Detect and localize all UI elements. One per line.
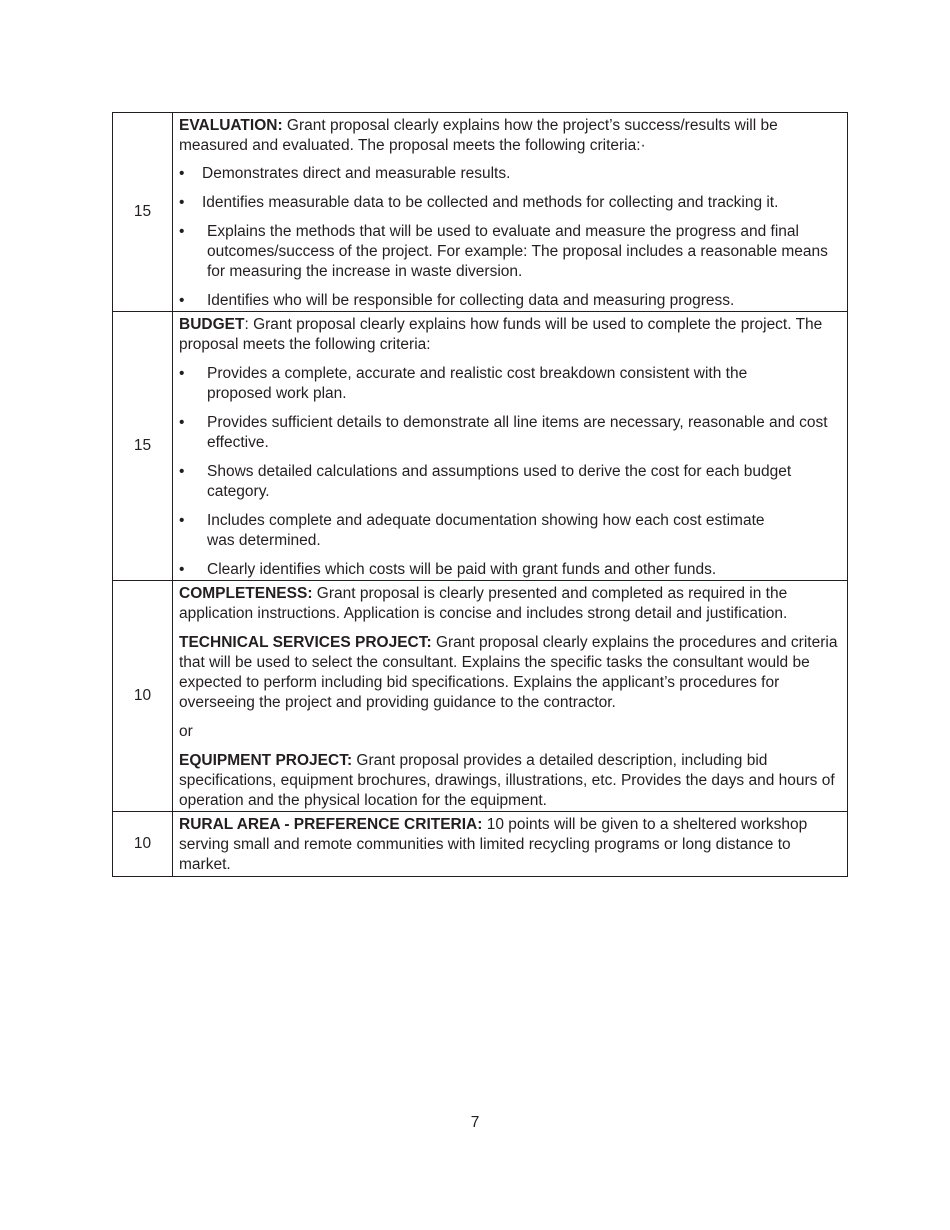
list-item-text: Explains the methods that will be used to evaluate and measure the progress and final outcomes/success of the project. For example: The proposal includes a reasonable means for measuring the increase in waste diversion. — [207, 223, 828, 280]
criteria-text: Grant proposal clearly explains the procedures and criteria that will be used to select the consultant. Explains the specific tasks the consultant would be expected to perform including bid specifications. Explains the applicant’s procedures for overseeing the project and providing guidance to the contractor. — [179, 634, 838, 711]
criteria-label: EQUIPMENT PROJECT: — [179, 752, 353, 769]
list-item — [179, 560, 841, 580]
list-item — [179, 291, 841, 311]
points-cell: 15 — [113, 113, 173, 312]
bullet-icon: • — [179, 561, 185, 578]
criteria-text: Grant proposal clearly explains how the project’s success/results will be measured and evaluated. The proposal meets the following criteria:· — [179, 117, 778, 154]
list-item — [179, 364, 841, 404]
criteria-label: RURAL AREA - PREFERENCE CRITERIA: — [179, 816, 483, 833]
bullet-icon: • — [179, 414, 185, 431]
criteria-text: : Grant proposal clearly explains how funds will be used to complete the project. The proposal meets the following criteria: — [179, 316, 823, 353]
list-item-text: Provides a complete, accurate and realistic cost breakdown consistent with the proposed work plan. — [207, 365, 748, 402]
criteria-intro — [179, 116, 841, 156]
list-item — [179, 193, 841, 213]
bullet-icon: • — [179, 512, 185, 529]
points-cell: 10 — [113, 812, 173, 877]
table-row — [113, 812, 848, 877]
list-item — [179, 222, 841, 282]
bullet-icon: • — [179, 463, 185, 480]
list-item-text: Clearly identifies which costs will be paid with grant funds and other funds. — [207, 561, 717, 578]
page-number: 7 — [470, 1114, 480, 1131]
bullet-icon: • — [179, 292, 185, 309]
criteria-label: COMPLETENESS: — [179, 585, 313, 602]
list-item-text: Shows detailed calculations and assumptions used to derive the cost for each budget category. — [207, 463, 792, 500]
bullet-icon: • — [179, 223, 185, 240]
points-cell: 15 — [113, 312, 173, 581]
list-item — [179, 462, 841, 502]
equipment-paragraph — [179, 751, 841, 811]
criteria-text: Grant proposal is clearly presented and completed as required in the application instructions. Application is concise and includes strong detail and justification. — [179, 585, 788, 622]
criteria-intro — [179, 315, 841, 355]
criteria-intro — [179, 815, 841, 875]
criteria-cell — [173, 113, 848, 312]
bullet-icon: • — [179, 165, 185, 182]
list-item — [179, 511, 841, 551]
list-item — [179, 164, 841, 184]
criteria-text: Grant proposal provides a detailed description, including bid specifications, equipment brochures, drawings, illustrations, etc. Provides the days and hours of operation and the physical location for the equipment. — [179, 752, 835, 809]
criteria-label: TECHNICAL SERVICES PROJECT: — [179, 634, 432, 651]
criteria-cell — [173, 312, 848, 581]
table-row — [113, 113, 848, 312]
completeness-paragraph — [179, 584, 841, 624]
table-row — [113, 312, 848, 581]
criteria-cell — [173, 812, 848, 877]
points-cell: 10 — [113, 581, 173, 812]
list-item-text: Identifies who will be responsible for collecting data and measuring progress. — [207, 292, 735, 309]
bullet-icon: • — [179, 194, 185, 211]
list-item — [179, 413, 841, 453]
scoring-criteria-table — [112, 112, 848, 877]
list-item-text: Includes complete and adequate documentation showing how each cost estimate was determined. — [207, 512, 765, 549]
criteria-label: EVALUATION: — [179, 117, 283, 134]
list-item-text: Provides sufficient details to demonstrate all line items are necessary, reasonable and cost effective. — [207, 414, 828, 451]
criteria-cell — [173, 581, 848, 812]
table-row — [113, 581, 848, 812]
criteria-text: 10 points will be given to a sheltered workshop serving small and remote communities with limited recycling programs or long distance to market. — [179, 816, 808, 873]
list-item-text: Demonstrates direct and measurable results. — [202, 165, 511, 182]
criteria-label: BUDGET — [179, 316, 245, 333]
list-item-text: Identifies measurable data to be collected and methods for collecting and tracking it. — [202, 194, 779, 211]
or-separator: or — [179, 723, 193, 740]
bullet-icon: • — [179, 365, 185, 382]
technical-services-paragraph — [179, 633, 841, 713]
